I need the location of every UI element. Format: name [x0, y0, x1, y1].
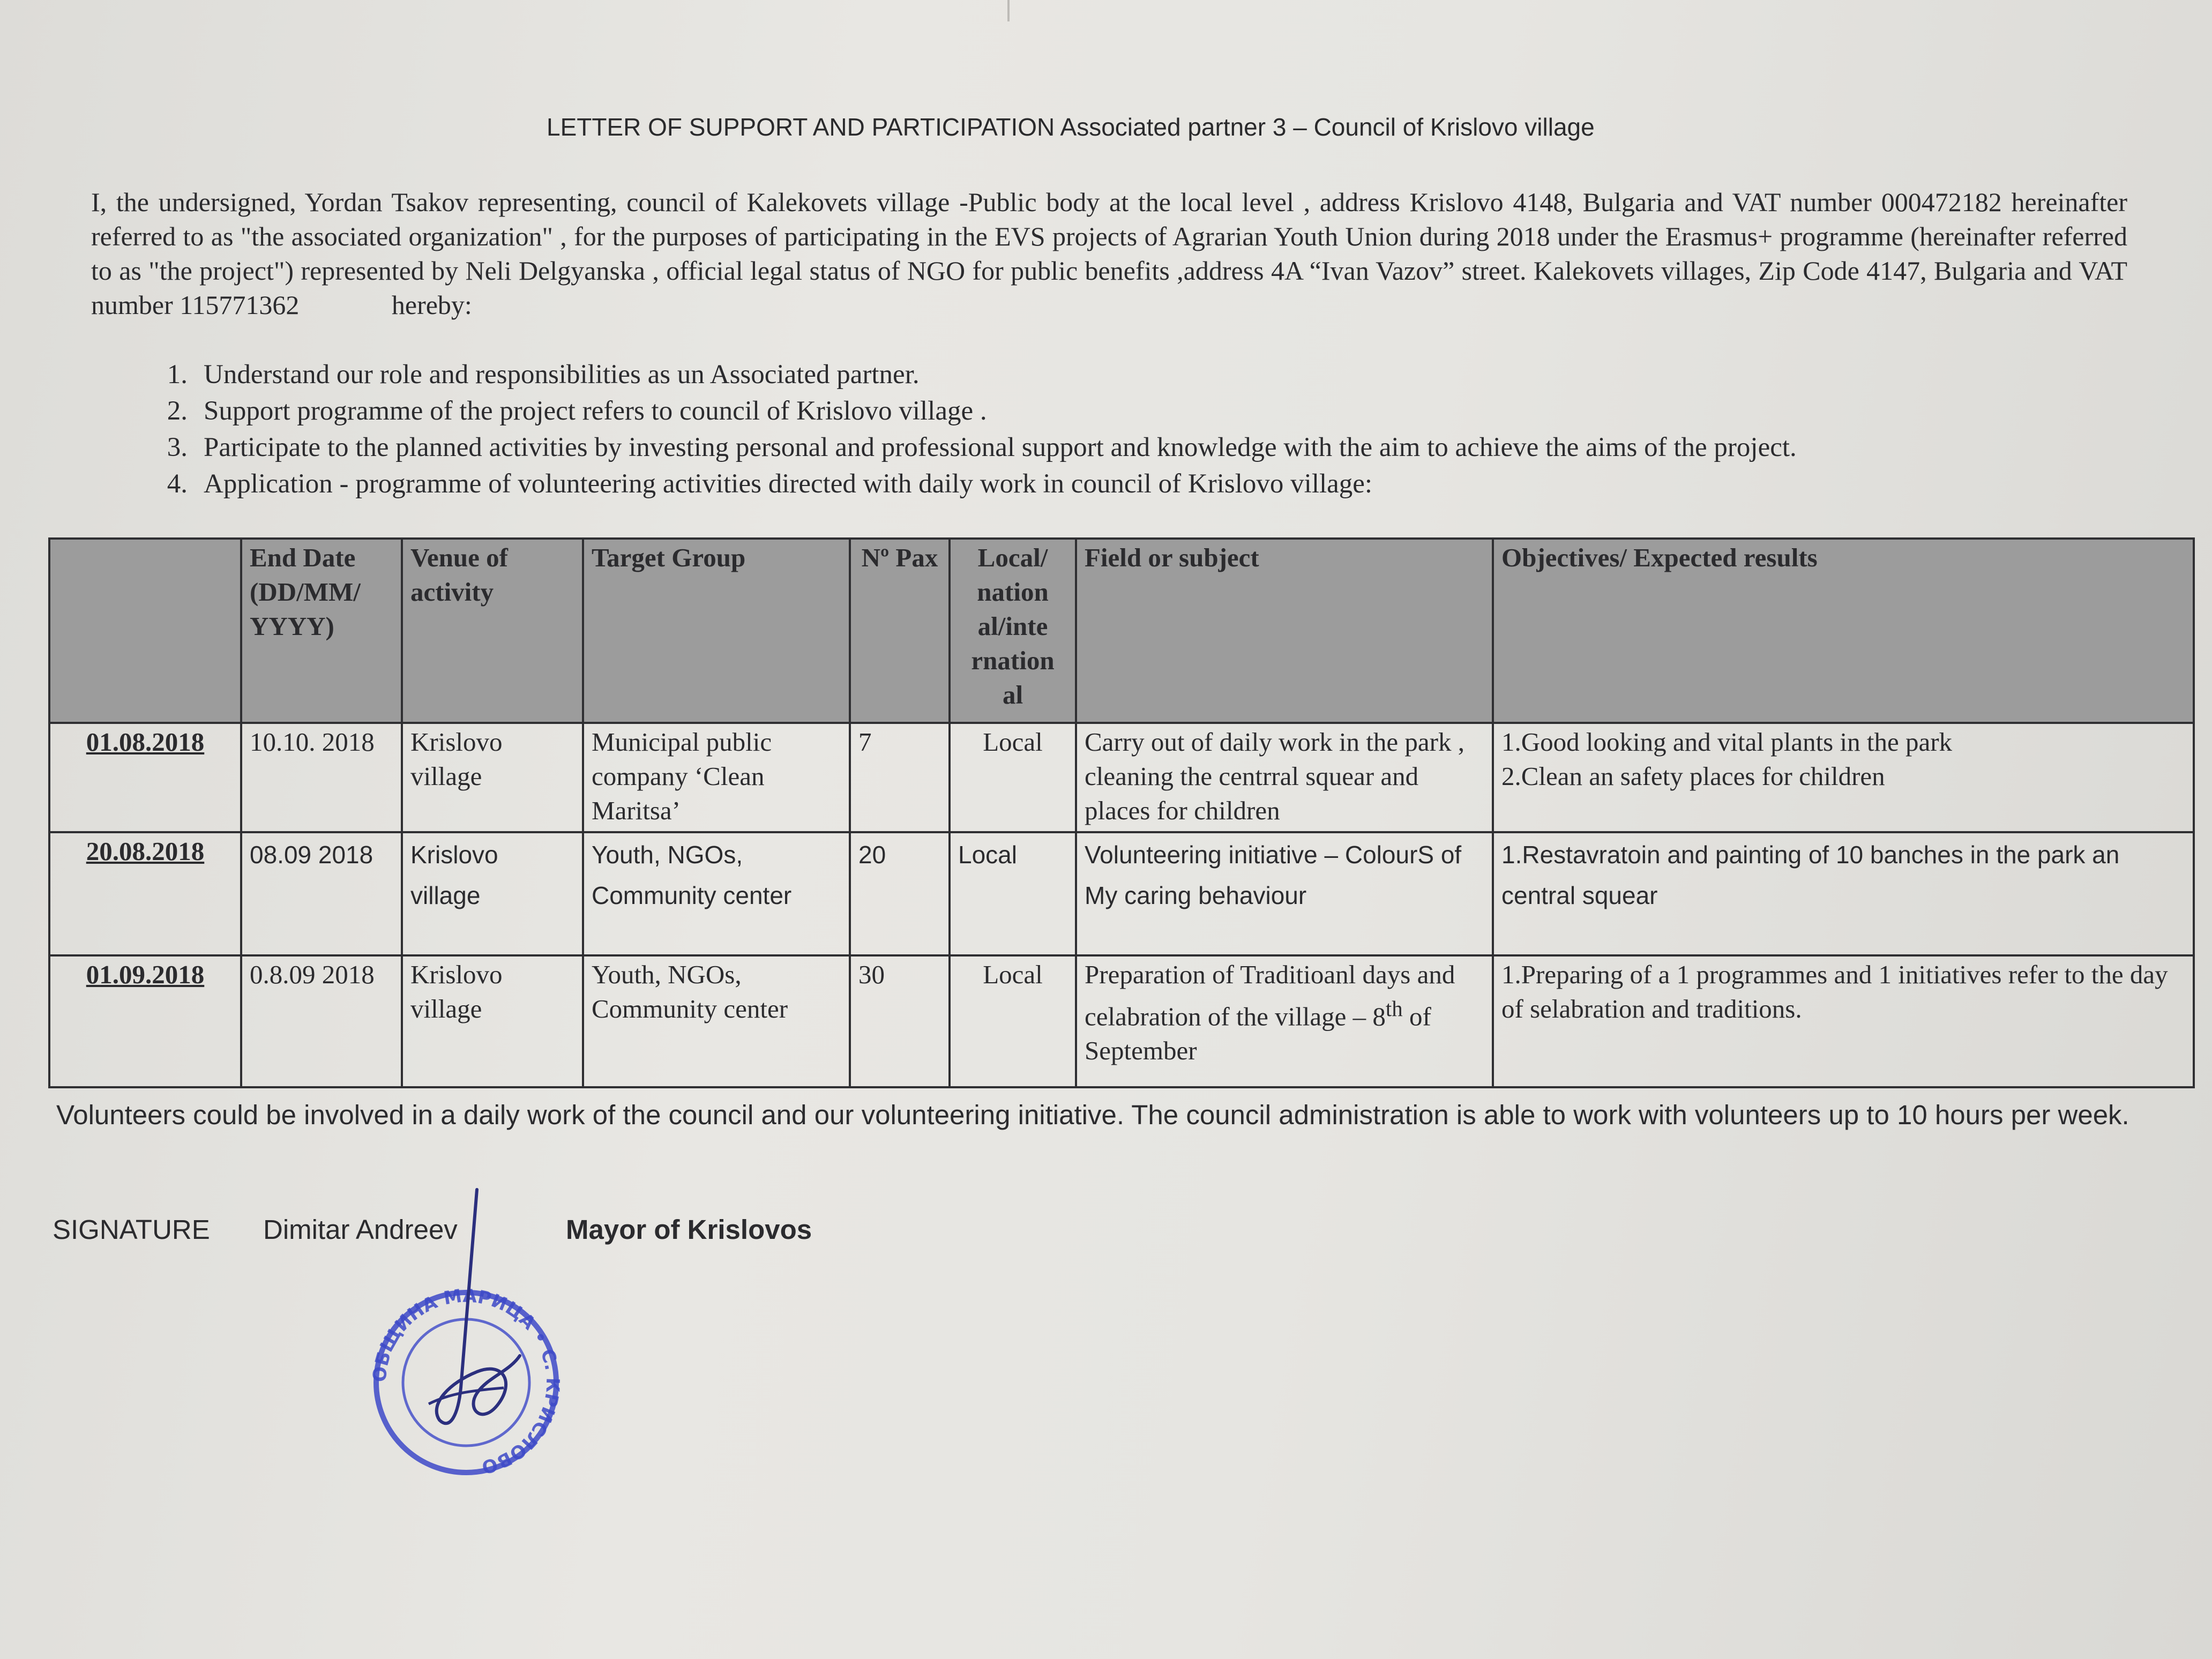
column-header-scope: Local/ nation al/inte rnation al [950, 539, 1076, 723]
venue: Krislovo village [402, 955, 583, 1087]
scope: Local [950, 723, 1076, 832]
activities-table [48, 537, 2195, 1088]
letter-title: LETTER OF SUPPORT AND PARTICIPATION Associated partner 3 – Council of Krislovo village [547, 113, 1595, 141]
objectives: 1.Restavratoin and painting of 10 banches in the park an central squear [1493, 832, 2194, 955]
paper-fold-mark [1007, 0, 1010, 21]
target-group: Youth, NGOs, Community center [583, 832, 850, 955]
column-header-start-date [49, 539, 241, 723]
list-item: 1. Understand our role and responsibilities as un Associated partner. [167, 360, 920, 390]
table-row [49, 955, 2194, 1087]
column-header-end-date: End Date (DD/MM/ YYYY) [241, 539, 402, 723]
field-subject: Volunteering initiative – ColourS of My caring behaviour [1076, 832, 1493, 955]
column-header-pax: Nº Pax [850, 539, 950, 723]
objectives: 1.Preparing of a 1 programmes and 1 initiatives refer to the day of selabration and traditions. [1493, 955, 2194, 1087]
column-header-target-group: Target Group [583, 539, 850, 723]
start-date: 01.08.2018 [86, 727, 205, 757]
stamp-lettering: ОБЩИНА МАРИЦА • С. КРИСЛОВО [369, 1285, 564, 1478]
objective-line: 2.Clean an safety places for children [1501, 761, 1885, 791]
intro-paragraph [91, 185, 2127, 322]
objective-line: 1.Good looking and vital plants in the park [1501, 727, 1953, 757]
column-header-objectives: Objectives/ Expected results [1493, 539, 2194, 723]
official-stamp [343, 1179, 589, 1479]
list-item: 2. Support programme of the project refers to council of Krislovo village . [167, 396, 987, 426]
intro-text: I, the undersigned, Yordan Tsakov representing, council of Kalekovets village -Public body at the local level , address Krislovo 4148, Bulgaria and VAT number 000472182 hereinafter referred to as "the associated organization" , for the purposes of participating in the EVS projects of Agrarian Youth Union during 2018 under the Erasmus+ programme (hereinafter referred to as "the project") represented by Neli Delgyanska , official legal status of NGO for public benefits ,address 4A “Ivan Vazov” street. Kalekovets villages, Zip Code 4147, Bulgaria and VAT number 115771362 [91, 187, 2127, 320]
field-subject: Carry out of daily work in the park , cleaning the centrral squear and places for children [1076, 723, 1493, 832]
signature-label: SIGNATURE [53, 1214, 210, 1245]
end-date: 08.09 2018 [241, 832, 402, 955]
pax-count: 30 [850, 955, 950, 1087]
list-item: 4. Application - programme of volunteering activities directed with daily work in council of Krislovo village: [167, 469, 1373, 499]
venue: Krislovo village [402, 723, 583, 832]
hereby-text: hereby: [391, 290, 472, 320]
end-date: 0.8.09 2018 [241, 955, 402, 1087]
start-date: 20.08.2018 [86, 836, 205, 866]
volunteer-note: Volunteers could be involved in a daily work of the council and our volunteering initiative. The council administration is able to work with volunteers up to 10 hours per week. [56, 1100, 2129, 1130]
column-header-field: Field or subject [1076, 539, 1493, 723]
scope: Local [950, 832, 1076, 955]
venue: Krislovo village [402, 832, 583, 955]
signatory-role: Mayor of Krislovos [566, 1214, 812, 1245]
commitments-list [134, 356, 2117, 502]
scope: Local [950, 955, 1076, 1087]
end-date: 10.10. 2018 [241, 723, 402, 832]
table-row [49, 723, 2194, 832]
pax-count: 20 [850, 832, 950, 955]
target-group: Municipal public company ‘Clean Maritsa’ [583, 723, 850, 832]
table-header-row [49, 539, 2194, 723]
table-row [49, 832, 2194, 955]
field-subject: Preparation of Traditioanl days and celabration of the village – 8th of September [1076, 955, 1493, 1087]
target-group: Youth, NGOs, Community center [583, 955, 850, 1087]
column-header-venue: Venue of activity [402, 539, 583, 723]
list-item: 3. Participate to the planned activities by investing personal and professional support and knowledge with the aim to achieve the aims of the project. [167, 432, 1797, 462]
pax-count: 7 [850, 723, 950, 832]
signatory-name: Dimitar Andreev [263, 1214, 458, 1245]
objectives [1493, 723, 2194, 832]
start-date: 01.09.2018 [86, 960, 205, 989]
